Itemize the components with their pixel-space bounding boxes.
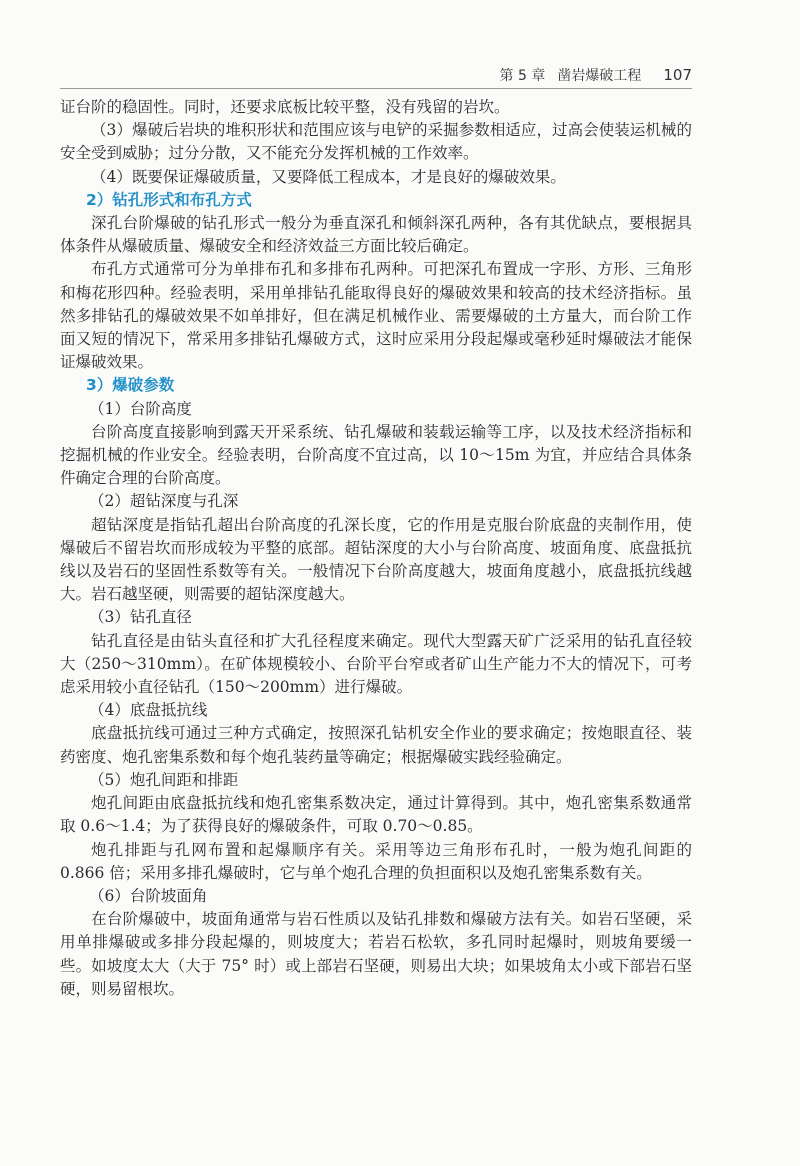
paragraph: 钻孔直径是由钻头直径和扩大孔径程度来确定。现代大型露天矿广泛采用的钻孔直径较大（250～310mm）。在矿体规模较小、台阶平台窄或者矿山生产能力不大的情况下，可考虑采用较小直径钻孔（150～200mm）进行爆破。 — [60, 631, 692, 697]
chapter-title: 凿岩爆破工程 — [557, 68, 642, 84]
subsection-heading: （2）超钻深度与孔深 — [89, 492, 239, 511]
chapter-number: 第 5 章 — [499, 68, 546, 84]
running-header — [60, 62, 692, 89]
paragraph: 超钻深度是指钻孔超出台阶高度的孔深长度，它的作用是克服台阶底盘的夹制作用，使爆破后不留岩坎而形成较为平整的底部。超钻深度的大小与台阶高度、坡面角度、底盘抵抗线以及岩石的坚固性系数等有关。一般情况下台阶高度越大，坡面角度越小，底盘抵抗线越大。岩石越坚硬，则需要的超钻深度越大。 — [60, 515, 692, 604]
section-heading: 3）爆破参数 — [86, 376, 175, 395]
body-text — [60, 96, 692, 1001]
paragraph: （4）既要保证爆破质量，又要降低工程成本，才是良好的爆破效果。 — [91, 167, 566, 186]
subsection-heading: （5）炮孔间距和排距 — [89, 770, 239, 789]
paragraph: （3）爆破后岩块的堆积形状和范围应该与电铲的采掘参数相适应，过高会使装运机械的安全受到威胁；过分分散，又不能充分发挥机械的工作效率。 — [60, 121, 692, 163]
section-heading: 2）钻孔形式和布孔方式 — [86, 190, 252, 209]
paragraph: 证台阶的稳固性。同时，还要求底板比较平整，没有残留的岩坎。 — [60, 98, 510, 116]
paragraph: 台阶高度直接影响到露天开采系统、钻孔爆破和装载运输等工序，以及技术经济指标和挖掘机械的作业安全。经验表明，台阶高度不宜过高，以 10～15m 为宜，并应结合具体条件确定合理的台阶高度。 — [60, 422, 692, 488]
paragraph: 深孔台阶爆破的钻孔形式一般分为垂直深孔和倾斜深孔两种，各有其优缺点，要根据具体条件从爆破质量、爆破安全和经济效益三方面比较后确定。 — [60, 214, 692, 256]
subsection-heading: （3）钻孔直径 — [89, 608, 192, 627]
paragraph: 在台阶爆破中，坡面角通常与岩石性质以及钻孔排数和爆破方法有关。如岩石坚硬，采用单排爆破或多排分段起爆的，则坡度大；若岩石松软，多孔同时起爆时，则坡角要缓一些。如坡度太大（大于 75° 时）或上部岩石坚硬，则易出大块；如果坡角太小或下部岩石坚硬，则易留根坎。 — [60, 910, 692, 998]
subsection-heading: （6）台阶坡面角 — [89, 886, 208, 905]
subsection-heading: （1）台阶高度 — [89, 399, 192, 418]
subsection-heading: （4）底盘抵抗线 — [89, 701, 208, 720]
paragraph: 布孔方式通常可分为单排布孔和多排布孔两种。可把深孔布置成一字形、方形、三角形和梅花形四种。经验表明，采用单排钻孔能取得良好的爆破效果和较高的技术经济指标。虽然多排钻孔的爆破效果不如单排好，但在满足机械作业、需要爆破的土方量大，而台阶工作面又短的情况下，常采用多排钻孔爆破方式，这时应采用分段起爆或毫秒延时爆破法才能保证爆破效果。 — [60, 260, 692, 372]
paragraph: 底盘抵抗线可通过三种方式确定，按照深孔钻机安全作业的要求确定；按炮眼直径、装药密度、炮孔密集系数和每个炮孔装药量等确定；根据爆破实践经验确定。 — [60, 724, 692, 766]
paragraph: 炮孔间距由底盘抵抗线和炮孔密集系数决定，通过计算得到。其中，炮孔密集系数通常取 0.6～1.4；为了获得良好的爆破条件，可取 0.70～0.85。 — [60, 794, 692, 836]
paragraph: 炮孔排距与孔网布置和起爆顺序有关。采用等边三角形布孔时，一般为炮孔间距的 0.866 倍；采用多排孔爆破时，它与单个炮孔合理的负担面积以及炮孔密集系数有关。 — [60, 840, 692, 882]
page-number: 107 — [663, 66, 692, 84]
